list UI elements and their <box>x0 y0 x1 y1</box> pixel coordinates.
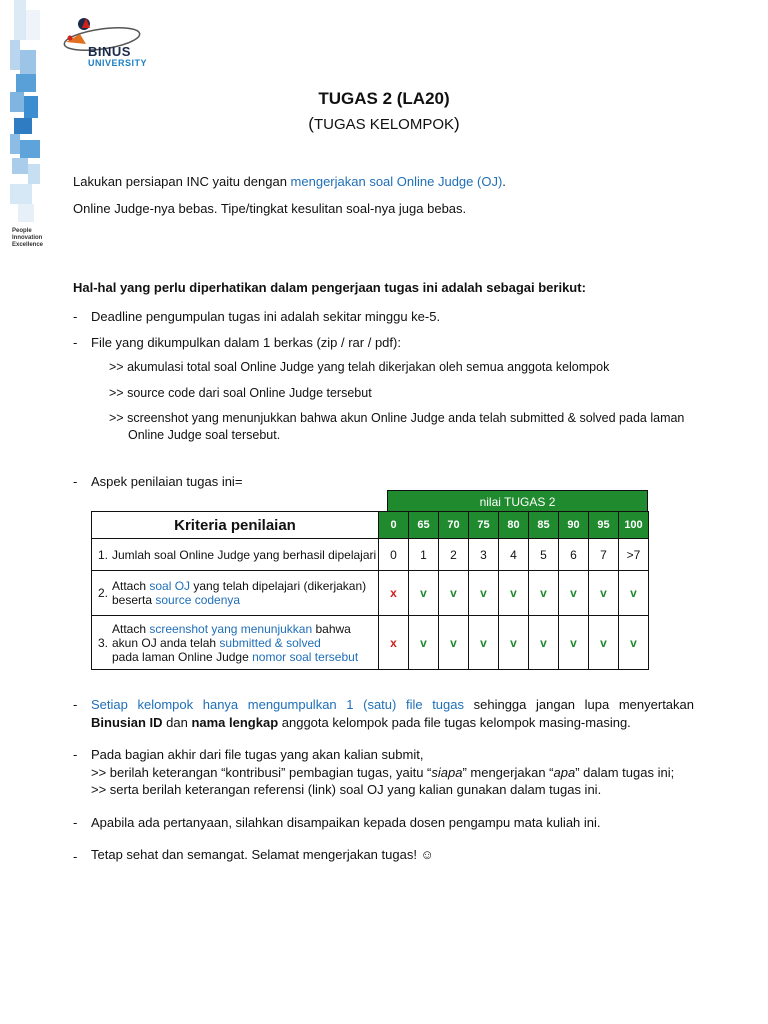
tagline-line: Innovation <box>12 235 43 241</box>
item-files-sub-3: >> screenshot yang menunjukkan bahwa akun Online Judge anda telah submitted & solved pada laman <box>109 411 685 425</box>
text-part: dan <box>162 715 192 730</box>
value-cell: >7 <box>619 539 649 571</box>
text-highlight: source codenya <box>155 593 241 607</box>
bullet-dash: - <box>73 815 78 830</box>
intro-highlight: mengerjakan soal Online Judge (OJ) <box>290 174 503 189</box>
value-cell: v <box>619 571 649 616</box>
value-cell: v <box>619 616 649 670</box>
value-cell: 4 <box>499 539 529 571</box>
logo-text-binus: BINUS <box>88 44 131 59</box>
nama-lengkap: nama lengkap <box>191 715 279 730</box>
row-number: 1. <box>98 547 109 562</box>
notes-heading: Hal-hal yang perlu diperhatikan dalam pengerjaan tugas ini adalah sebagai berikut: <box>73 280 586 295</box>
table-row <box>92 571 649 616</box>
row-number: 2. <box>98 586 109 600</box>
setiap-rest: sehingga jangan lupa menyertakan <box>464 697 694 712</box>
bullet-dash: - <box>73 309 78 324</box>
text-part: ” mengerjakan “ <box>462 765 554 780</box>
text-part: ” dalam tugas ini; <box>575 765 675 780</box>
item-akhir: Pada bagian akhir dari file tugas yang akan kalian submit, <box>91 747 424 762</box>
value-cell: x <box>379 616 409 670</box>
item-sehat: Tetap sehat dan semangat. Selamat mengerjakan tugas! ☺ <box>91 847 434 862</box>
page-subtitle <box>0 114 768 134</box>
value-cell: v <box>439 616 469 670</box>
decorative-side-strip <box>10 0 44 222</box>
value-cell: v <box>409 616 439 670</box>
bullet-dash: - <box>73 747 78 762</box>
item-pertanyaan: Apabila ada pertanyaan, silahkan disampaikan kepada dosen pengampu mata kuliah ini. <box>91 815 601 830</box>
table-row <box>92 616 649 670</box>
value-cell: v <box>529 571 559 616</box>
text-highlight: nomor soal tersebut <box>252 649 359 664</box>
setiap-highlight: Setiap kelompok hanya mengumpulkan 1 (satu) file tugas <box>91 697 464 712</box>
subtitle-paren-open: ( <box>308 114 314 133</box>
tagline-line: People <box>12 228 32 234</box>
binusian-id: Binusian ID <box>91 715 163 730</box>
text-highlight: submitted & solved <box>219 635 321 650</box>
value-cell: x <box>379 571 409 616</box>
value-cell: 3 <box>469 539 499 571</box>
criteria-cell <box>92 616 379 670</box>
bullet-dash: - <box>73 474 78 489</box>
intro-line-2: Online Judge-nya bebas. Tipe/tingkat kesulitan soal-nya juga bebas. <box>73 201 467 216</box>
text-part: yang telah dipelajari (dikerjakan) <box>190 579 367 593</box>
value-cell: 1 <box>409 539 439 571</box>
logo-text-university: UNIVERSITY <box>88 58 148 68</box>
value-cell: 7 <box>589 539 619 571</box>
tagline <box>12 228 43 249</box>
row-number: 3. <box>98 635 109 650</box>
item-deadline: Deadline pengumpulan tugas ini adalah sekitar minggu ke-5. <box>91 309 441 324</box>
item-files-sub-1: >> akumulasi total soal Online Judge yang telah dikerjakan oleh semua anggota kelompok <box>109 360 610 374</box>
value-cell: v <box>559 571 589 616</box>
criteria-cell <box>92 571 379 616</box>
score-header: 100 <box>619 512 649 539</box>
nilai-header: nilai TUGAS 2 <box>387 490 648 512</box>
criteria-text <box>112 579 366 607</box>
value-cell: v <box>499 571 529 616</box>
text-italic: siapa <box>431 765 463 780</box>
intro-suffix: . <box>502 174 506 189</box>
criteria-text: Jumlah soal Online Judge yang berhasil dipelajari <box>112 547 377 562</box>
value-cell: v <box>559 616 589 670</box>
value-cell: v <box>499 616 529 670</box>
value-cell: v <box>409 571 439 616</box>
criteria-text <box>112 622 358 664</box>
score-header: 80 <box>499 512 529 539</box>
subtitle-text: TUGAS KELOMPOK <box>313 116 455 133</box>
item-aspek: Aspek penilaian tugas ini= <box>91 474 243 489</box>
score-header: 0 <box>379 512 409 539</box>
tagline-line: Excellence <box>12 242 44 248</box>
bullet-dash: - <box>73 335 78 350</box>
table-row <box>92 539 649 571</box>
item-files-sub-3-cont: Online Judge soal tersebut. <box>128 428 281 442</box>
value-cell: v <box>469 616 499 670</box>
value-cell: v <box>589 616 619 670</box>
score-header: 70 <box>439 512 469 539</box>
text-part: anggota kelompok pada file tugas kelompok masing-masing. <box>278 715 631 730</box>
text-italic: apa <box>553 765 576 780</box>
score-header: 65 <box>409 512 439 539</box>
item-files-sub-2: >> source code dari soal Online Judge tersebut <box>109 386 372 400</box>
score-header: 95 <box>589 512 619 539</box>
score-header: 85 <box>529 512 559 539</box>
text-highlight: screenshot yang menunjukkan <box>149 621 313 636</box>
value-cell: 0 <box>379 539 409 571</box>
bullet-dash: - <box>73 849 78 864</box>
item-akhir-sub-1 <box>91 765 674 780</box>
intro-prefix: Lakukan persiapan INC yaitu dengan <box>73 174 291 189</box>
value-cell: 6 <box>559 539 589 571</box>
intro-line-1 <box>73 174 506 189</box>
text-highlight: soal OJ <box>149 579 191 593</box>
text-part: beserta <box>112 593 156 607</box>
text-part: akun OJ anda telah <box>112 635 220 650</box>
bullet-dash: - <box>73 697 78 712</box>
value-cell: 2 <box>439 539 469 571</box>
value-cell: v <box>439 571 469 616</box>
criteria-cell <box>92 539 379 571</box>
score-header: 90 <box>559 512 589 539</box>
page-title: TUGAS 2 (LA20) <box>318 89 450 108</box>
text-part: Attach <box>112 579 150 593</box>
item-setiap-cont <box>91 715 631 730</box>
item-setiap <box>91 697 694 712</box>
criteria-table <box>91 511 649 670</box>
text-part: bahwa <box>312 621 351 636</box>
text-part: pada laman Online Judge <box>112 649 253 664</box>
criteria-header-row <box>92 512 649 539</box>
subtitle-paren-close: ) <box>454 114 460 133</box>
score-header: 75 <box>469 512 499 539</box>
kriteria-header: Kriteria penilaian <box>92 512 379 539</box>
text-part: Attach <box>112 621 150 636</box>
text-part: >> berilah keterangan “kontribusi” pembagian tugas, yaitu “ <box>91 765 432 780</box>
value-cell: v <box>529 616 559 670</box>
value-cell: v <box>469 571 499 616</box>
item-akhir-sub-2: >> serta berilah keterangan referensi (link) soal OJ yang kalian gunakan dalam tugas ini. <box>91 782 602 797</box>
value-cell: v <box>589 571 619 616</box>
value-cell: 5 <box>529 539 559 571</box>
item-files: File yang dikumpulkan dalam 1 berkas (zip / rar / pdf): <box>91 335 401 350</box>
